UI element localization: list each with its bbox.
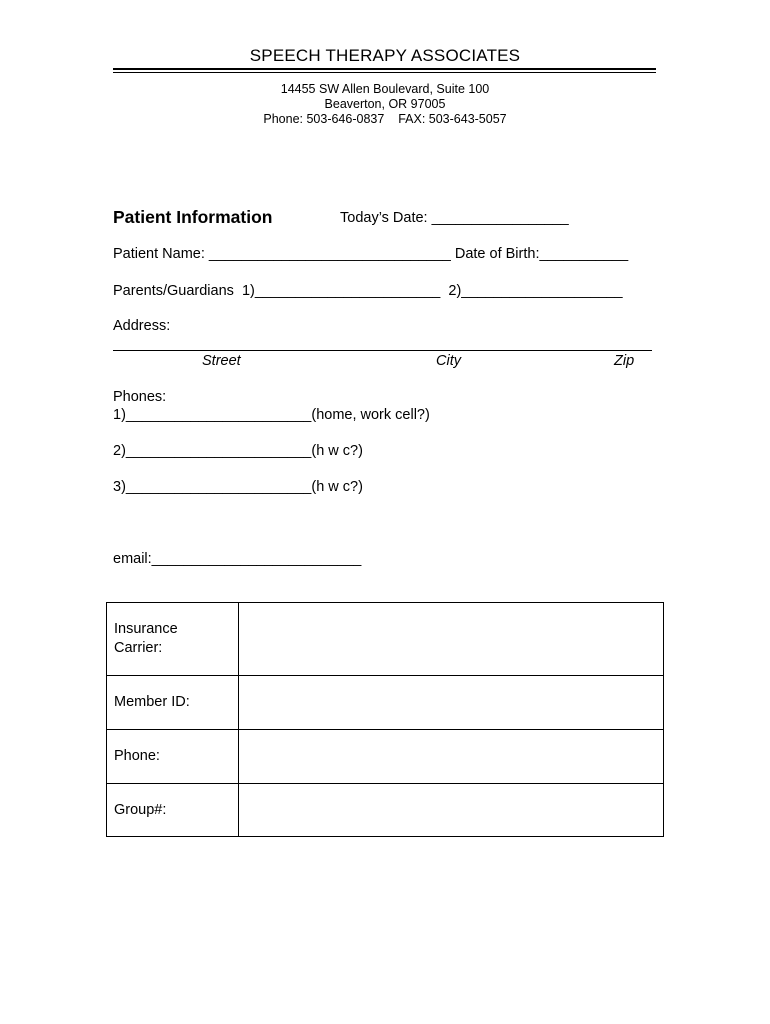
phone-1-field[interactable]: 1)_______________________(home, work cell?) [113, 407, 430, 423]
phone-2-field[interactable]: 2)_______________________(h w c?) [113, 443, 363, 459]
insurance-phone-input[interactable] [239, 730, 664, 784]
city-label: City [436, 353, 461, 369]
contact-line: Phone: 503-646-0837 FAX: 503-643-5057 [263, 112, 507, 126]
insurance-carrier-input[interactable] [239, 603, 664, 676]
table-row [107, 730, 664, 784]
todays-date-field[interactable]: Today’s Date: _________________ [340, 210, 569, 226]
address-line-1: 14455 SW Allen Boulevard, Suite 100 [280, 82, 490, 96]
member-id-input[interactable] [239, 676, 664, 730]
practice-name: SPEECH THERAPY ASSOCIATES [249, 46, 521, 65]
phone-3-field[interactable]: 3)_______________________(h w c?) [113, 479, 363, 495]
parents-guardians-field[interactable]: Parents/Guardians 1)_______________________ 2)____________________ [113, 283, 623, 299]
insurance-carrier-label-line1: Insurance [114, 621, 178, 637]
street-label: Street [202, 353, 241, 369]
address-line-2: Beaverton, OR 97005 [324, 97, 446, 111]
address-label: Address: [113, 318, 171, 334]
insurance-phone-label: Phone: [107, 730, 239, 784]
header-rule-thin [113, 72, 656, 73]
insurance-table [106, 602, 664, 837]
insurance-carrier-label-line2: Carrier: [114, 640, 163, 656]
phones-label: Phones: [113, 389, 167, 405]
table-row [107, 676, 664, 730]
insurance-carrier-label [107, 603, 239, 676]
email-field[interactable]: email:__________________________ [113, 551, 362, 567]
group-number-label: Group#: [107, 784, 239, 837]
patient-name-dob-field[interactable]: Patient Name: ______________________________ Date of Birth:___________ [113, 246, 629, 262]
zip-label: Zip [614, 353, 635, 369]
header-rule-thick [113, 68, 656, 70]
address-line[interactable] [113, 350, 652, 351]
section-title: Patient Information [113, 207, 273, 227]
table-row [107, 603, 664, 676]
member-id-label: Member ID: [107, 676, 239, 730]
table-row [107, 784, 664, 837]
group-number-input[interactable] [239, 784, 664, 837]
